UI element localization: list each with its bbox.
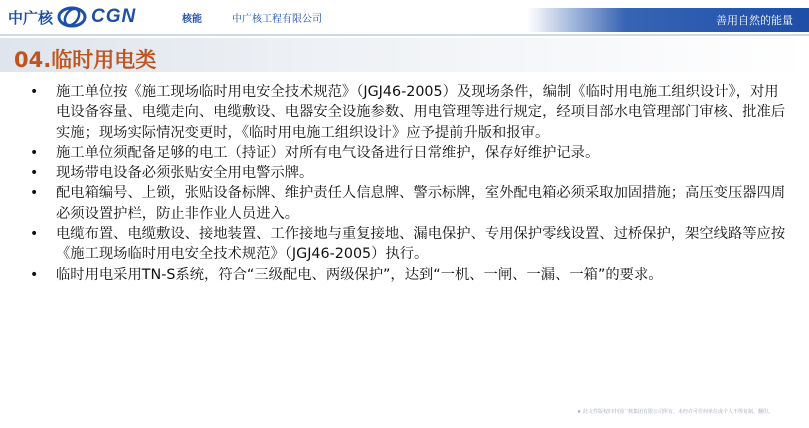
list-item bbox=[30, 82, 790, 143]
bullet-icon: • bbox=[30, 266, 39, 283]
logo-english-text: CGN bbox=[91, 6, 137, 27]
header-divider bbox=[0, 34, 809, 36]
bullet-icon: • bbox=[30, 84, 39, 100]
bullet-text: 电缆布置、电缆敷设、接地装置、工作接地与重复接地、漏电保护、专用保护零线设置、过桥保护，架空线路等应按《施工现场临时用电安全技术规范》（JGJ46-2005）执行。 bbox=[56, 226, 786, 263]
bullet-text: 配电箱编号、上锁，张贴设备标牌、维护责任人信息牌、警示标牌，室外配电箱必须采取加固措施；高压变压器四周必须设置护栏，防止非作业人员进入。 bbox=[56, 185, 786, 222]
slide-title: 04.临时用电类 bbox=[14, 48, 157, 72]
bullet-text: 施工单位按《施工现场临时用电安全技术规范》（JGJ46-2005）及现场条件，编制《临时用电施工组织设计》，对用电设备容量、电缆走向、电缆敷设、电器安全设施参数、用电管理等进行规定，经项目部水电管理部门审核、批准后实施；现场实际情况变更时，《临时用电施工组织设计》应予提前升版和报审。 bbox=[56, 84, 786, 141]
bullet-icon: • bbox=[30, 185, 39, 202]
slide-header bbox=[0, 0, 809, 34]
logo-chinese-text: 中广核 bbox=[8, 8, 54, 27]
company-name: 中广核工程有限公司 bbox=[232, 14, 322, 25]
list-item bbox=[30, 183, 790, 224]
cgn-swirl-icon bbox=[55, 5, 89, 29]
cgn-logo bbox=[8, 5, 136, 29]
bullet-icon: • bbox=[30, 226, 39, 243]
list-item bbox=[30, 163, 790, 183]
bullet-icon: • bbox=[30, 144, 39, 161]
bullet-icon: • bbox=[30, 165, 39, 182]
bullet-text: 施工单位须配备足够的电工（持证）对所有电气设备进行日常维护，保存好维护记录。 bbox=[56, 144, 600, 161]
list-item bbox=[30, 265, 790, 285]
bullet-text: 现场带电设备必须张贴安全用电警示牌。 bbox=[56, 165, 314, 182]
list-item bbox=[30, 224, 790, 265]
list-item bbox=[30, 143, 790, 163]
bullet-list bbox=[30, 82, 790, 285]
slogan-banner bbox=[527, 8, 809, 32]
copyright-footer: ★ 此文件版权归中国广核集团有限公司所有，未经许可任何单位或个人不得复制、翻印。 bbox=[576, 409, 773, 415]
logo-tagline: 核能 bbox=[182, 14, 202, 25]
slogan-text: 善用自然的能量 bbox=[716, 14, 793, 27]
bullet-text: 临时用电采用TN-S系统，符合“三级配电、两级保护”，达到“一机、一闸、一漏、一箱”的要求。 bbox=[56, 266, 663, 283]
